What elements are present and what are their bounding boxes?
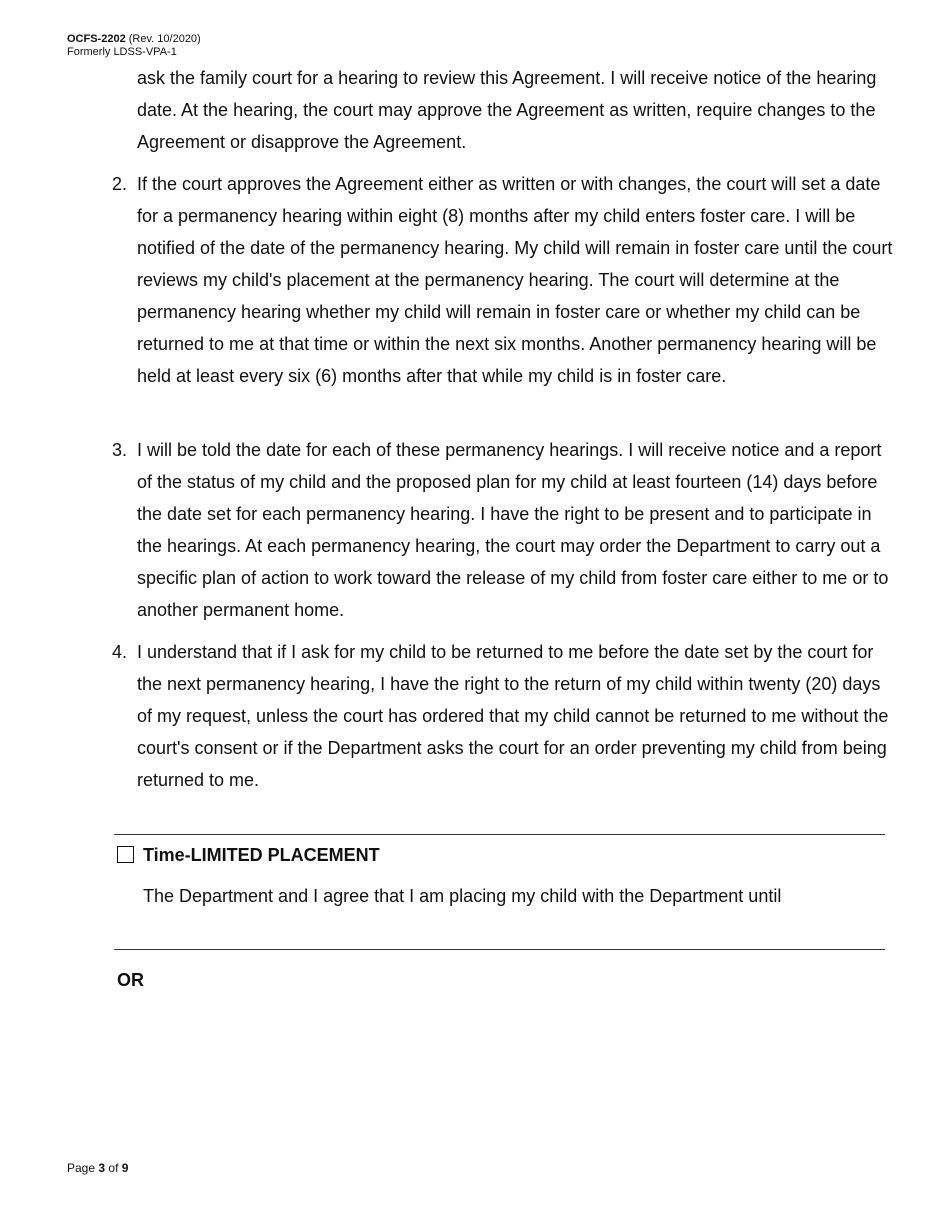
list-item-text: If the court approves the Agreement either as written or with changes, the court will set a date for a permanency hearing within eight (8) months after my child enters foster care. I will be notified of the date of the permanency hearing. My child will remain in foster care until the court reviews my child's placement at the permanency hearing. The court will determine at the permanency hearing whether my child will remain in foster care or whether my child can be returned to me at that time or within the next six months. Another permanency hearing will be held at least every six (6) months after that while my child is in foster care. xyxy=(137,174,893,386)
page-word: Page xyxy=(67,1161,96,1175)
section-divider-top xyxy=(114,834,885,835)
continuation-paragraph: ask the family court for a hearing to review this Agreement. I will receive notice of the hearing date. At the hearing, the court may approve the Agreement as written, require changes to the Agreement or disapprove the Agreement. xyxy=(137,68,877,152)
list-item-number: 4. xyxy=(112,642,128,662)
form-revision: (Rev. 10/2020) xyxy=(128,33,201,45)
list-item-number: 3. xyxy=(112,440,128,460)
time-limited-title: Time-LIMITED PLACEMENT xyxy=(143,845,380,865)
section-divider-bottom xyxy=(114,949,885,950)
list-item-text: I will be told the date for each of these permanency hearings. I will receive notice and a report of the status of my child and the proposed plan for my child at least fourteen (14) days before the date set for each permanency hearing. I have the right to be present and to participate in the hearings. At each permanency hearing, the court may order the Department to carry out a specific plan of action to work toward the release of my child from foster care either to me or to another permanent home. xyxy=(137,440,889,620)
time-limited-checkbox[interactable] xyxy=(117,846,134,863)
list-item xyxy=(112,434,897,626)
or-label: OR xyxy=(117,970,144,990)
form-formerly: Formerly LDSS-VPA-1 xyxy=(67,46,177,58)
time-limited-text: The Department and I agree that I am placing my child with the Department until xyxy=(143,886,782,906)
list-item xyxy=(112,168,897,392)
form-id-line xyxy=(67,33,201,46)
of-word: of xyxy=(108,1161,119,1175)
form-number: OCFS-2202 xyxy=(67,33,126,45)
total-pages: 9 xyxy=(121,1161,129,1175)
list-item-number: 2. xyxy=(112,174,128,194)
form-header xyxy=(67,33,201,59)
current-page: 3 xyxy=(98,1161,106,1175)
list-item-text: I understand that if I ask for my child to be returned to me before the date set by the court for the next permanency hearing, I have the right to the return of my child within twenty (20) days of my request, unless the court has ordered that my child cannot be returned to me without the court's consent or if the Department asks the court for an order preventing my child from being returned to me. xyxy=(137,642,889,790)
list-item xyxy=(112,636,897,796)
page-number xyxy=(67,1160,128,1176)
